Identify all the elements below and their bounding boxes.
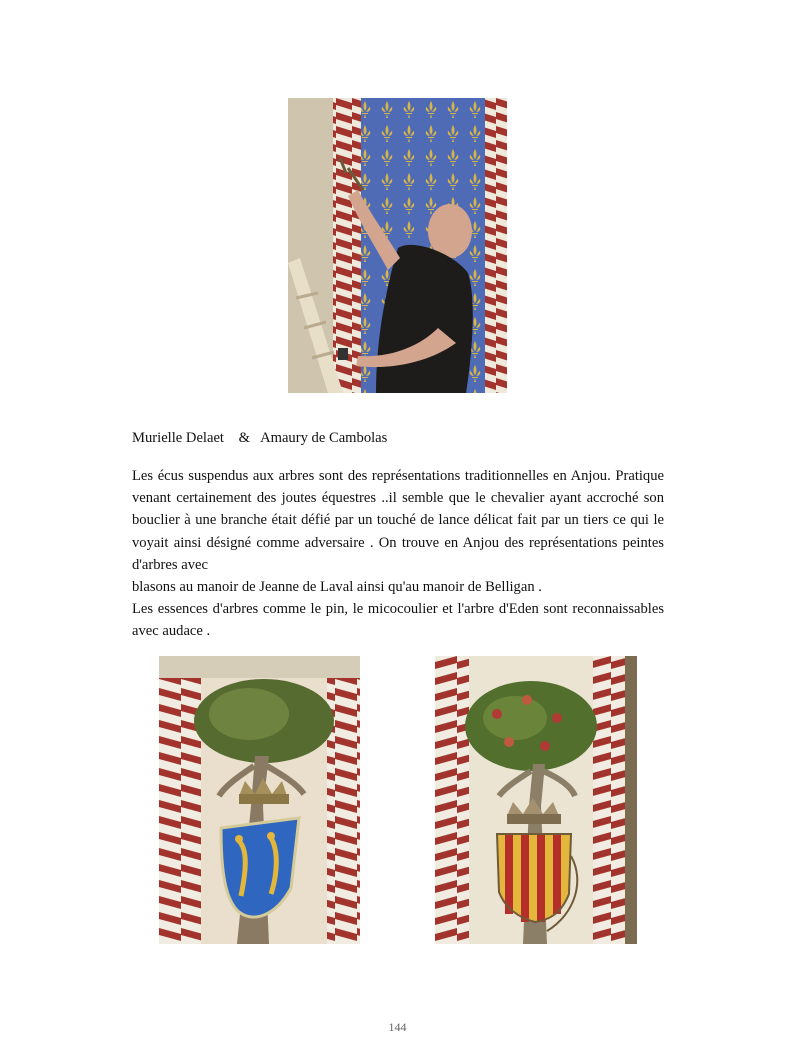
- body-text: [132, 465, 664, 643]
- photo-credits: Murielle Delaet & Amaury de Cambolas: [132, 430, 388, 446]
- paragraph-essences: Les essences d'arbres comme le pin, le micocoulier et l'arbre d'Eden sont reconnaissables avec audace .: [132, 601, 664, 640]
- painted-tree-striped-shield: [435, 656, 637, 944]
- paragraph-escus-end: blasons au manoir de Jeanne de Laval ainsi qu'au manoir de Belligan .: [132, 579, 542, 596]
- painted-tree-blue-shield: [159, 656, 360, 944]
- page-number: 144: [388, 1020, 407, 1034]
- paragraph-escus: Les écus suspendus aux arbres sont des représentations traditionnelles en Anjou. Pratique venant certainement des joutes équestres ..il semble que le chevalier ayant accroché son bouclier à une branche était défié par un touché de lance délicat fait par un tiers ce qui le voyait ainsi désigné comme adversaire . On trouve en Anjou des représentations peintes d'arbres avec: [132, 468, 664, 573]
- painter-photo: [288, 98, 507, 393]
